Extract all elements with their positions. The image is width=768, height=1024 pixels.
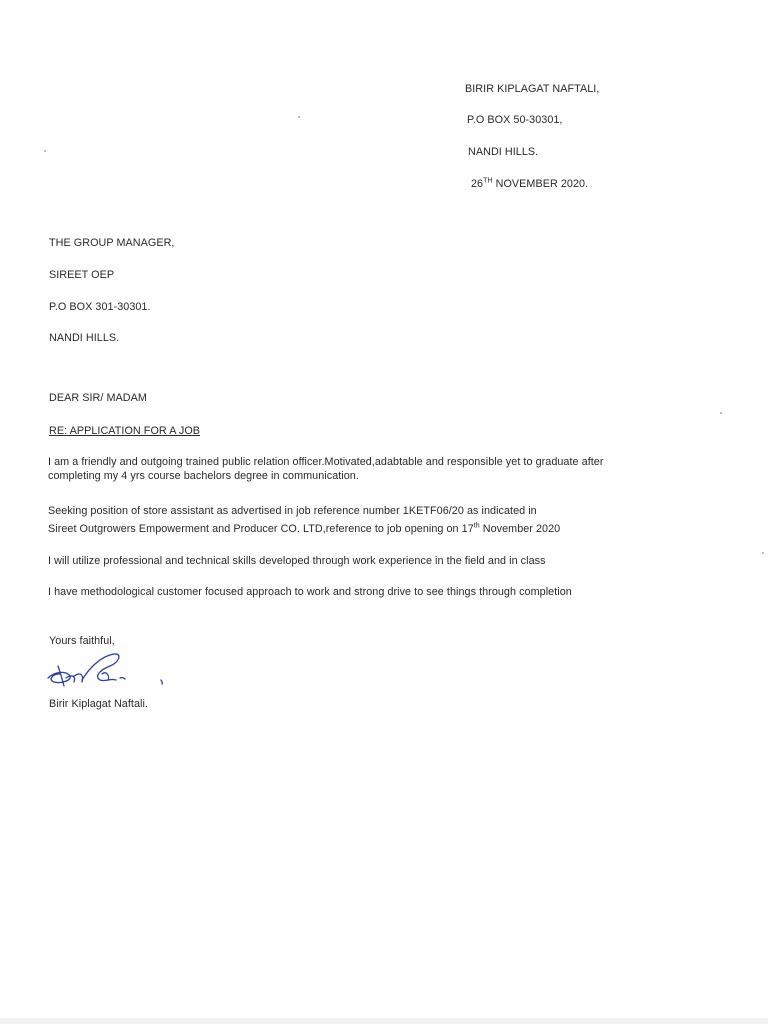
scan-bottom-edge	[0, 1018, 768, 1024]
subject-line: RE: APPLICATION FOR A JOB	[49, 425, 201, 437]
signature-image	[44, 648, 174, 690]
date-rest: NOVEMBER 2020.	[492, 178, 589, 190]
letter-date	[471, 177, 588, 191]
recipient-town: NANDI HILLS.	[49, 332, 120, 344]
sender-town: NANDI HILLS.	[468, 146, 539, 158]
date-ordinal: TH	[483, 177, 493, 185]
salutation: DEAR SIR/ MADAM	[49, 392, 147, 404]
scan-speck	[762, 552, 764, 554]
paragraph-position-line1: Seeking position of store assistant as advertised in job reference number 1KETF06/20 as indicated in	[48, 505, 537, 517]
paragraph-skills: I will utilize professional and technical skills developed through work experience in the field and in class	[48, 555, 546, 567]
recipient-company: SIREET OEP	[49, 269, 115, 281]
paragraph-intro: I am a friendly and outgoing trained public relation officer.Motivated,adabtable and responsible yet to graduate after completing my 4 yrs course bachelors degree in communication.	[48, 456, 604, 482]
paragraph-position-line2	[48, 522, 688, 536]
scan-speck	[298, 116, 300, 118]
recipient-title: THE GROUP MANAGER,	[49, 237, 175, 249]
paragraph-approach: I have methodological customer focused approach to work and strong drive to see things through completion	[48, 586, 572, 598]
scan-speck	[44, 150, 46, 152]
sender-address: P.O BOX 50-30301,	[467, 114, 563, 126]
closing: Yours faithful,	[49, 635, 115, 647]
sender-name: BIRIR KIPLAGAT NAFTALI,	[465, 83, 600, 95]
signature-name: Birir Kiplagat Naftali.	[49, 698, 148, 710]
position-line2-text: Sireet Outgrowers Empowerment and Producer CO. LTD,reference to job opening on 17	[48, 523, 474, 535]
date-day: 26	[471, 178, 484, 190]
scan-speck	[720, 412, 722, 414]
position-ordinal: th	[473, 522, 480, 530]
position-line2-end: November 2020	[479, 523, 561, 535]
recipient-address: P.O BOX 301-30301.	[49, 301, 151, 313]
